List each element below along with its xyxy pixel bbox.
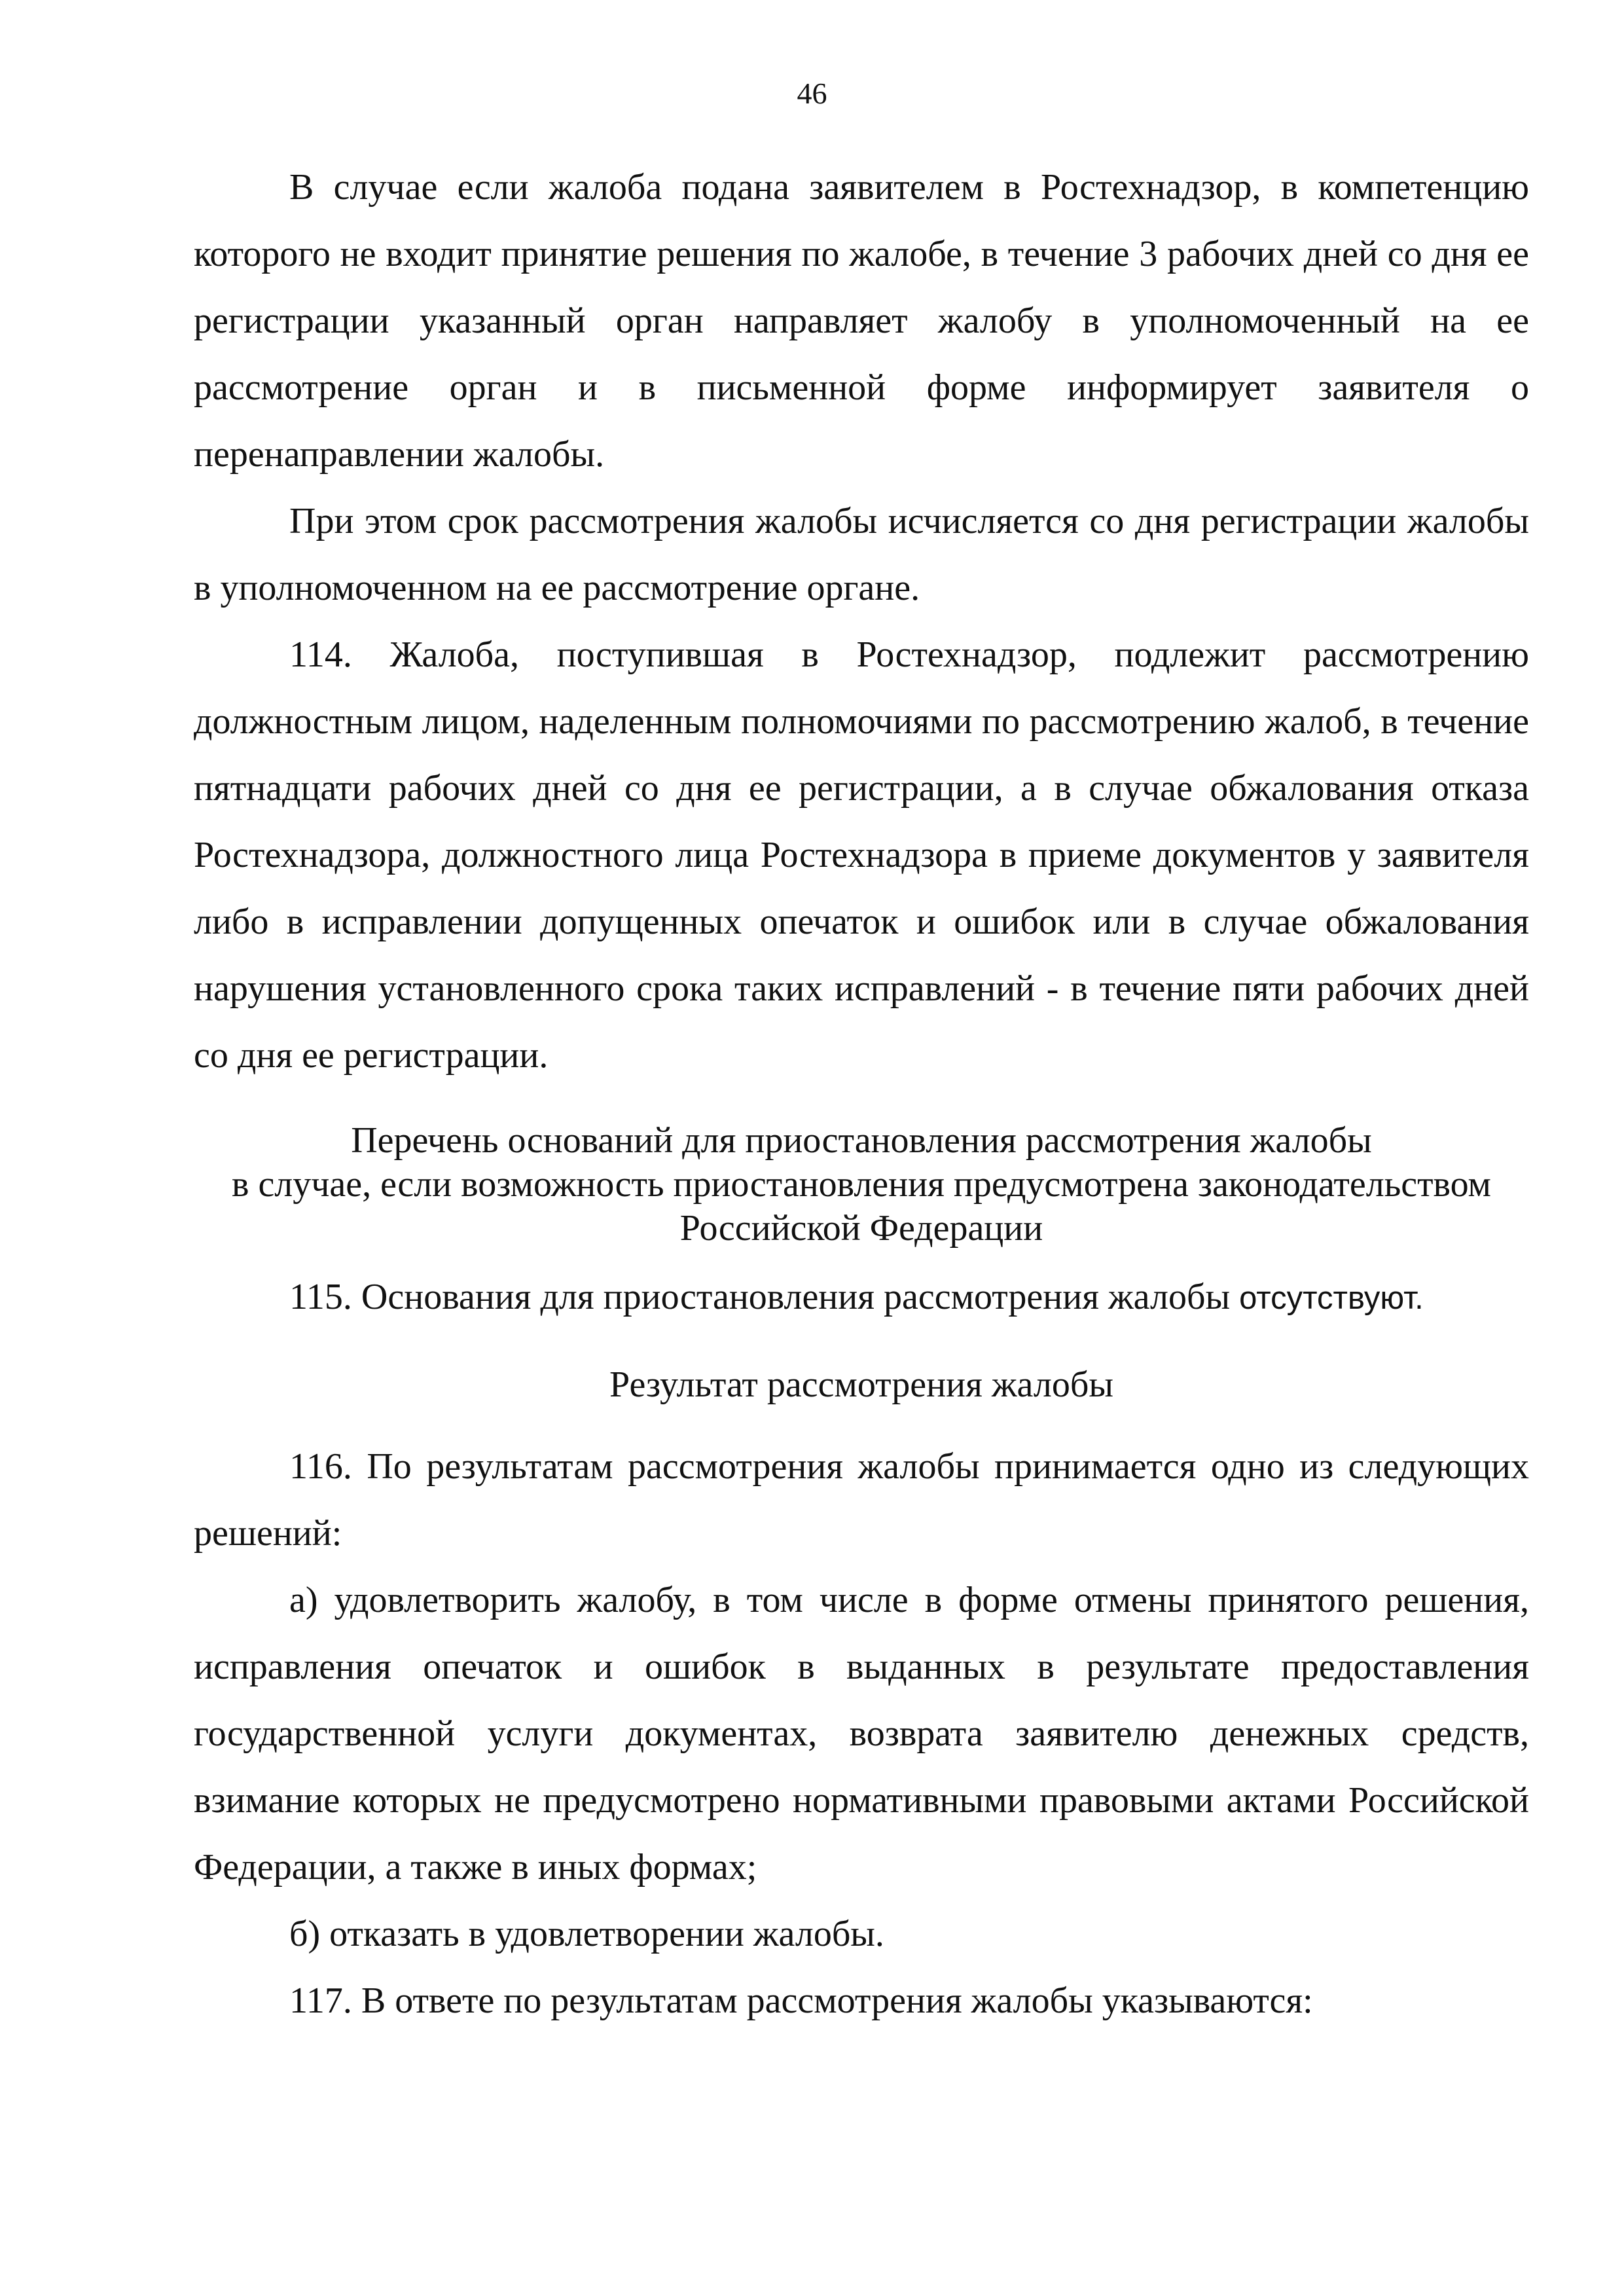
paragraph-116: 116. По результатам рассмотрения жалобы принимается одно из следующих решений: bbox=[194, 1446, 1529, 1554]
paragraph-option-b: б) отказать в удовлетворении жалобы. bbox=[289, 1914, 884, 1954]
heading-line-2: в случае, если возможность приостановления предусмотрена законодательством bbox=[232, 1164, 1491, 1205]
paragraph-115-main: 115. Основания для приостановления рассмотрения жалобы bbox=[289, 1277, 1240, 1317]
paragraph-redirect-complaint: В случае если жалоба подана заявителем в Ростехнадзор, в компетенцию которого не входит принятие решения по жалобе, в течение 3 рабочих дней со дня ее регистрации указанный орган направляет жалобу в уполномоченный на ее рассмотрение орган и в письменной форме информирует заявителя о перенаправлении жалобы. bbox=[194, 167, 1529, 475]
document-body bbox=[194, 154, 1529, 2034]
section-heading-suspension bbox=[194, 1119, 1529, 1250]
page-number: 46 bbox=[797, 77, 827, 110]
paragraph-117: 117. В ответе по результатам рассмотрения жалобы указываются: bbox=[289, 1980, 1313, 2021]
paragraph-115 bbox=[194, 1264, 1529, 1332]
heading-line-1: Перечень оснований для приостановления рассмотрения жалобы bbox=[351, 1120, 1372, 1161]
paragraph-option-a: а) удовлетворить жалобу, в том числе в форме отмены принятого решения, исправления опечаток и ошибок в выданных в результате предоставления государственной услуги документах, возврата заявителю денежных средств, взимание которых не предусмотрено нормативными правовыми актами Российской Федерации, а также в иных формах; bbox=[194, 1580, 1529, 1887]
paragraph-114: 114. Жалоба, поступившая в Ростехнадзор, подлежит рассмотрению должностным лицом, наделенным полномочиями по рассмотрению жалоб, в течение пятнадцати рабочих дней со дня ее регистрации, а в случае обжалования отказа Ростехнадзора, должностного лица Ростехнадзора в приеме документов у заявителя либо в исправлении допущенных опечаток и ошибок или в случае обжалования нарушения установленного срока таких исправлений - в течение пяти рабочих дней со дня ее регистрации. bbox=[194, 634, 1529, 1076]
paragraph-review-term: При этом срок рассмотрения жалобы исчисляется со дня регистрации жалобы в уполномоченном на ее рассмотрение органе. bbox=[194, 501, 1529, 608]
heading-line-3: Российской Федерации bbox=[679, 1208, 1043, 1248]
section-heading-result: Результат рассмотрения жалобы bbox=[609, 1364, 1113, 1405]
paragraph-115-tail: отсутствуют. bbox=[1239, 1281, 1424, 1316]
